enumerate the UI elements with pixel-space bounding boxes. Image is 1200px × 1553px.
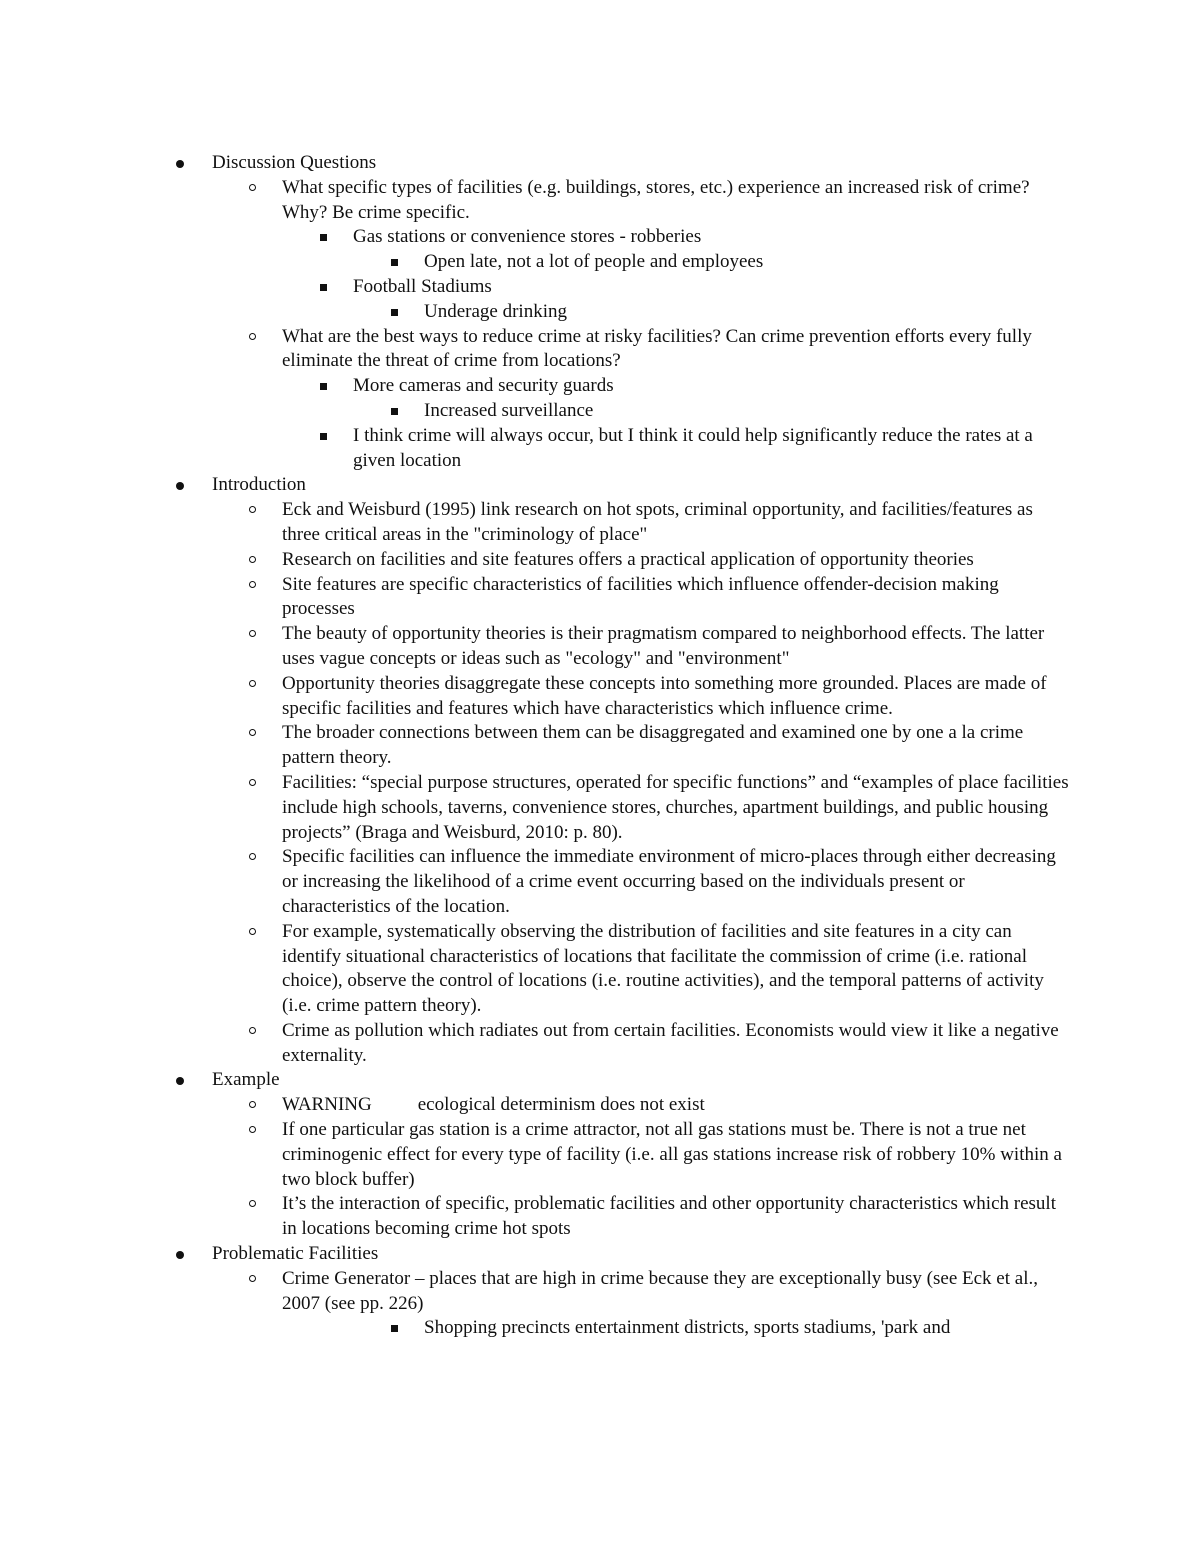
answer-text: More cameras and security guards <box>353 375 614 397</box>
hollow-circle-bullet-icon <box>249 581 256 588</box>
list-item <box>282 1118 1072 1192</box>
list-item <box>282 1019 1072 1069</box>
question-text: What are the best ways to reduce crime at risky facilities? Can crime prevention efforts every fully eliminate the threat of crime from locations? <box>282 325 1032 372</box>
hollow-circle-bullet-icon <box>249 1027 256 1034</box>
section-heading: Discussion Questions <box>212 152 377 173</box>
list-item <box>282 721 1072 771</box>
list-item <box>282 845 1072 919</box>
square-bullet-icon <box>320 234 327 241</box>
section-introduction <box>212 473 1072 1068</box>
item-text: If one particular gas station is a crime attractor, not all gas stations must be. There is not a true net criminogenic effect for every type of facility (i.e. all gas stations increase risk of robbery 10% within a two block buffer) <box>282 1119 1062 1190</box>
item-text: Facilities: “special purpose structures, operated for specific functions” and “examples of place facilities include high schools, taverns, convenience stores, churches, apartment buildings, and public housing projects” (Braga and Weisburd, 2010: p. 80). <box>282 771 1069 843</box>
item-text: Specific facilities can influence the immediate environment of micro-places through either decreasing or increasing the likelihood of a crime event occurring based on the individuals present or characteristics of the location. <box>282 846 1056 917</box>
section-heading: Problematic Facilities <box>212 1243 379 1265</box>
warning-text: ecological determinism does not exist <box>417 1094 705 1116</box>
list-item <box>282 498 1072 548</box>
item-text: Site features are specific characteristics of facilities which influence offender-decision making processes <box>282 573 999 620</box>
list-item <box>282 548 1072 573</box>
list-item <box>282 1267 1072 1341</box>
outline <box>212 151 1072 1341</box>
list-item <box>282 1192 1072 1242</box>
detail-text: Open late, not a lot of people and employees <box>424 251 764 273</box>
list-item <box>282 920 1072 1019</box>
section-discussion-questions <box>212 151 1072 473</box>
list-item <box>282 176 1072 325</box>
hollow-circle-bullet-icon <box>249 630 256 637</box>
item-text: Opportunity theories disaggregate these concepts into something more grounded. Places are made of specific facilities and features which have characteristics which influence crime. <box>282 672 1047 719</box>
detail-text: Increased surveillance <box>424 399 594 421</box>
answer-text: I think crime will always occur, but I think it could help significantly reduce the rates at a given location <box>353 424 1033 471</box>
list-item <box>353 275 1072 325</box>
section-heading: Example <box>212 1069 280 1091</box>
filled-circle-bullet-icon <box>176 1077 184 1085</box>
list-item <box>282 771 1072 845</box>
list-item <box>424 300 1072 325</box>
warning-label: WARNING <box>282 1094 372 1116</box>
item-text: Eck and Weisburd (1995) link research on hot spots, criminal opportunity, and facilities/features as three critical areas in the "criminology of place" <box>282 499 1033 545</box>
list-item <box>353 225 1072 275</box>
list-item <box>282 672 1072 722</box>
list-item <box>424 250 1072 275</box>
question-text: What specific types of facilities (e.g. buildings, stores, etc.) experience an increased risk of crime? Why? Be crime specific. <box>282 176 1030 223</box>
hollow-circle-bullet-icon <box>249 184 256 191</box>
square-bullet-icon <box>320 433 327 440</box>
square-bullet-icon <box>391 309 398 316</box>
hollow-circle-bullet-icon <box>249 333 256 340</box>
hollow-circle-bullet-icon <box>249 1126 256 1133</box>
section-example <box>212 1068 1072 1242</box>
section-heading: Introduction <box>212 474 306 496</box>
list-item <box>282 622 1072 672</box>
item-text: For example, systematically observing the distribution of facilities and site features in a city can identify situational characteristics of locations that facilitate the commission of crime (i.e. rational choice), observe the control of locations (i.e. routine activities), and the temporal patterns of activity (i.e. crime pattern theory). <box>282 920 1044 1017</box>
filled-circle-bullet-icon <box>176 160 184 168</box>
item-text: It’s the interaction of specific, problematic facilities and other opportunity characteristics which result in locations becoming crime hot spots <box>282 1193 1056 1240</box>
list-item <box>282 325 1072 474</box>
item-text: Crime as pollution which radiates out from certain facilities. Economists would view it like a negative externality. <box>282 1019 1059 1066</box>
hollow-circle-bullet-icon <box>249 853 256 860</box>
hollow-circle-bullet-icon <box>249 1101 256 1108</box>
detail-text: Shopping precincts entertainment districts, sports stadiums, 'park and <box>424 1317 951 1339</box>
hollow-circle-bullet-icon <box>249 928 256 935</box>
hollow-circle-bullet-icon <box>249 1275 256 1282</box>
hollow-circle-bullet-icon <box>249 779 256 786</box>
item-text: The broader connections between them can be disaggregated and examined one by one a la crime pattern theory. <box>282 722 1024 769</box>
list-item <box>424 399 1072 424</box>
filled-circle-bullet-icon <box>176 482 184 490</box>
hollow-circle-bullet-icon <box>249 729 256 736</box>
square-bullet-icon <box>391 259 398 266</box>
hollow-circle-bullet-icon <box>249 506 256 513</box>
square-bullet-icon <box>320 383 327 390</box>
detail-text: Underage drinking <box>424 300 567 322</box>
list-item <box>353 374 1072 424</box>
hollow-circle-bullet-icon <box>249 556 256 563</box>
section-problematic-facilities <box>212 1242 1072 1341</box>
list-item <box>353 424 1072 474</box>
square-bullet-icon <box>320 284 327 291</box>
filled-circle-bullet-icon <box>176 1251 184 1259</box>
answer-text: Gas stations or convenience stores - robberies <box>353 226 702 248</box>
item-text: Research on facilities and site features offers a practical application of opportunity theories <box>282 548 974 570</box>
list-item <box>424 1316 1072 1341</box>
square-bullet-icon <box>391 1325 398 1332</box>
item-text: Crime Generator – places that are high in crime because they are exceptionally busy (see Eck et al., 2007 (see pp. 226) <box>282 1267 1038 1314</box>
hollow-circle-bullet-icon <box>249 680 256 687</box>
item-text: The beauty of opportunity theories is their pragmatism compared to neighborhood effects. The latter uses vague concepts or ideas such as "ecology" and "environment" <box>282 623 1045 669</box>
list-item <box>282 573 1072 623</box>
hollow-circle-bullet-icon <box>249 1200 256 1207</box>
list-item <box>282 1093 1072 1118</box>
answer-text: Football Stadiums <box>353 275 492 297</box>
square-bullet-icon <box>391 408 398 415</box>
